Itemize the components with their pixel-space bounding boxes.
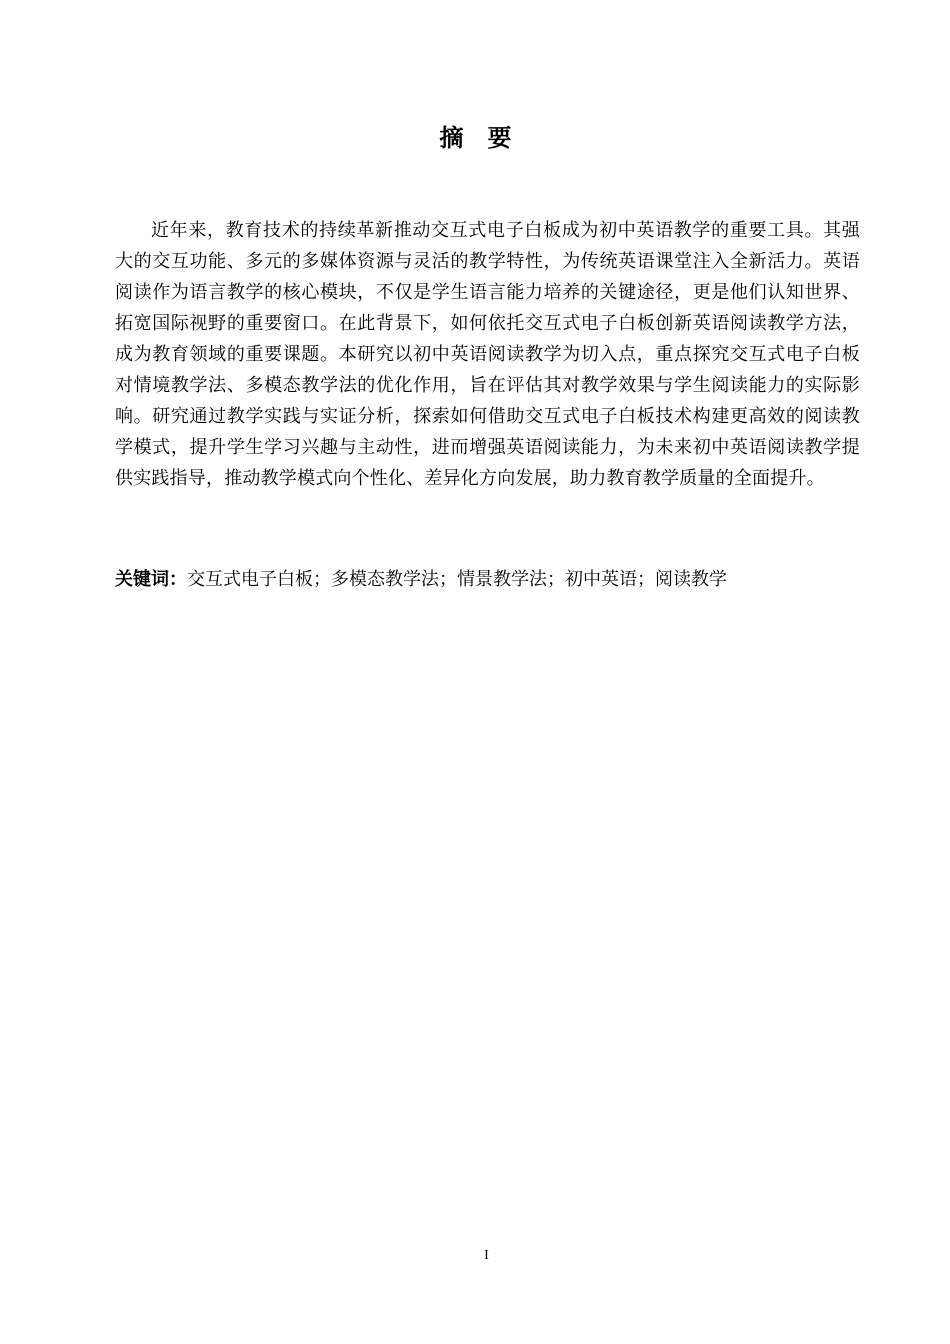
abstract-paragraph: 近年来，教育技术的持续革新推动交互式电子白板成为初中英语教学的重要工具。其强大的交互功能、多元的多媒体资源与灵活的教学特性，为传统英语课堂注入全新活力。英语阅读作为语言教学的核心模块，不仅是学生语言能力培养的关键途径，更是他们认知世界、拓宽国际视野的重要窗口。在此背景下，如何依托交互式电子白板创新英语阅读教学方法，成为教育领域的重要课题。本研究以初中英语阅读教学为切入点，重点探究交互式电子白板对情境教学法、多模态教学法的优化作用，旨在评估其对教学效果与学生阅读能力的实际影响。研究通过教学实践与实证分析，探索如何借助交互式电子白板技术构建更高效的阅读教学模式，提升学生学习兴趣与主动性，进而增强英语阅读能力，为未来初中英语阅读教学提供实践指导，推动教学模式向个性化、差异化方向发展，助力教育教学质量的全面提升。 [115,220,860,489]
abstract-title: 摘要 [439,124,536,152]
keywords-line [115,564,860,595]
page-number: I [484,1248,489,1263]
keywords-text: 交互式电子白板；多模态教学法；情景教学法；初中英语；阅读教学 [187,569,727,590]
keywords-label: 关键词： [115,569,187,590]
